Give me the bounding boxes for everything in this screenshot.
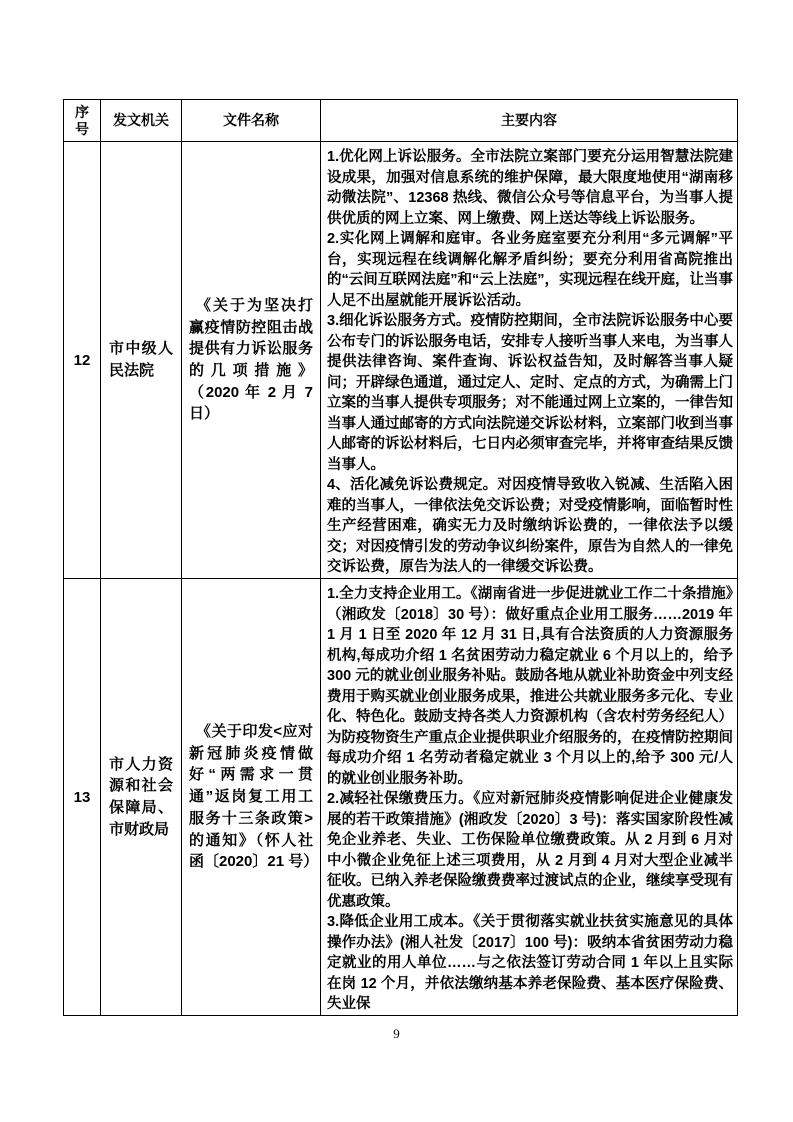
column-header-docname: 文件名称	[182, 100, 321, 142]
content-paragraph: 4、活化减免诉讼费规定。对因疫情导致收入锐减、生活陷入困难的当事人，一律依法免交诉讼费；对受疫情影响，面临暂时性生产经营困难，确实无力及时缴纳诉讼费的，一律依法予以缓交；对因疫情引发的劳动争议纠纷案件，原告为自然人的一律免交诉讼费，原告为法人的一律缓交诉讼费。	[327, 477, 733, 575]
issuing-agency: 市人力资源和社会保障局、市财政局	[101, 579, 182, 1016]
content-paragraph: 2.减轻社保缴费压力。《应对新冠肺炎疫情影响促进企业健康发展的若干政策措施》(湘政发〔2020〕3 号)：落实国家阶段性减免企业养老、失业、工伤保险单位缴费政策。从 2 月到 6 月对中小微企业免征上述三项费用，从 2 月到 4 月对大型企业减半征收。已纳入养老保险缴费费率过渡试点的企业，继续享受现有优惠政策。	[327, 791, 733, 910]
content-paragraph: 1.全力支持企业用工。《湖南省进一步促进就业工作二十条措施》（湘政发〔2018〕30 号）：做好重点企业用工服务……2019 年 1 月 1 日至 2020 年 12 月 31 日,具有合法资质的人力资源服务机构,每成功介绍 1 名贫困劳动力稳定就业 6 个月以上的，给予 300 元的就业创业服务补贴。鼓励各地从就业补助资金中列支经费用于购买就业创业服务成果，推进公共就业服务多元化、专业化、特色化。鼓励支持各类人力资源机构（含农村劳务经纪人）为防疫物资生产重点企业提供职业介绍服务的，在疫情防控期间每成功介绍 1 名劳动者稳定就业 3 个月以上的,给予 300 元/人的就业创业服务补助。	[327, 586, 733, 787]
issuing-agency: 市中级人民法院	[101, 142, 182, 579]
table-row	[64, 579, 738, 1016]
page-number: 9	[393, 1026, 400, 1041]
column-header-index: 序号	[64, 100, 101, 142]
table-header-row	[64, 100, 738, 142]
content-paragraph: 1.优化网上诉讼服务。全市法院立案部门要充分运用智慧法院建设成果，加强对信息系统的维护保障，最大限度地使用“湖南移动微法院”、12368 热线、微信公众号等信息平台，为当事人提供优质的网上立案、网上缴费、网上送达等线上诉讼服务。	[327, 149, 733, 227]
document-name-text: 《关于印发<应对新冠肺炎疫情做好“两需求一贯通”返岗复工用工服务十三条政策>的通知》（怀人社函〔2020〕21 号）	[189, 723, 319, 871]
row-index: 13	[64, 579, 101, 1016]
main-content	[321, 142, 738, 579]
document-table	[63, 99, 738, 1016]
column-header-agency: 发文机关	[101, 100, 182, 142]
content-paragraph: 3.降低企业用工成本。《关于贯彻落实就业扶贫实施意见的具体操作办法》(湘人社发〔2017〕100 号)：吸纳本省贫困劳动力稳定就业的用人单位……与之依法签订劳动合同 1 年以上且实际在岗 12 个月，并依法缴纳基本养老保险费、基本医疗保险费、失业保	[327, 914, 733, 1012]
content-paragraph: 2.实化网上调解和庭审。各业务庭室要充分利用“多元调解”平台，实现远程在线调解化解矛盾纠纷；要充分利用省高院推出的“云间互联网法庭”和“云上法庭”，实现远程在线开庭，让当事人足不出屋就能开展诉讼活动。	[327, 231, 733, 309]
document-name	[182, 142, 321, 579]
main-content	[321, 579, 738, 1016]
column-header-content: 主要内容	[321, 100, 738, 142]
row-index: 12	[64, 142, 101, 579]
table-row	[64, 142, 738, 579]
document-name	[182, 579, 321, 1016]
document-name-text: 《关于为坚决打赢疫情防控阻击战提供有力诉讼服务的几项措施》（2020 年 2 月 7 日）	[189, 296, 313, 423]
content-paragraph: 3.细化诉讼服务方式。疫情防控期间，全市法院诉讼服务中心要公布专门的诉讼服务电话，安排专人接听当事人来电，为当事人提供法律咨询、案件查询、诉讼权益告知，及时解答当事人疑问；开辟绿色通道，通过定人、定时、定点的方式，为确需上门立案的当事人提供专项服务；对不能通过网上立案的，一律告知当事人通过邮寄的方式向法院递交诉讼材料，立案部门收到当事人邮寄的诉讼材料后，七日内必须审查完毕，并将审查结果反馈当事人。	[327, 313, 733, 473]
